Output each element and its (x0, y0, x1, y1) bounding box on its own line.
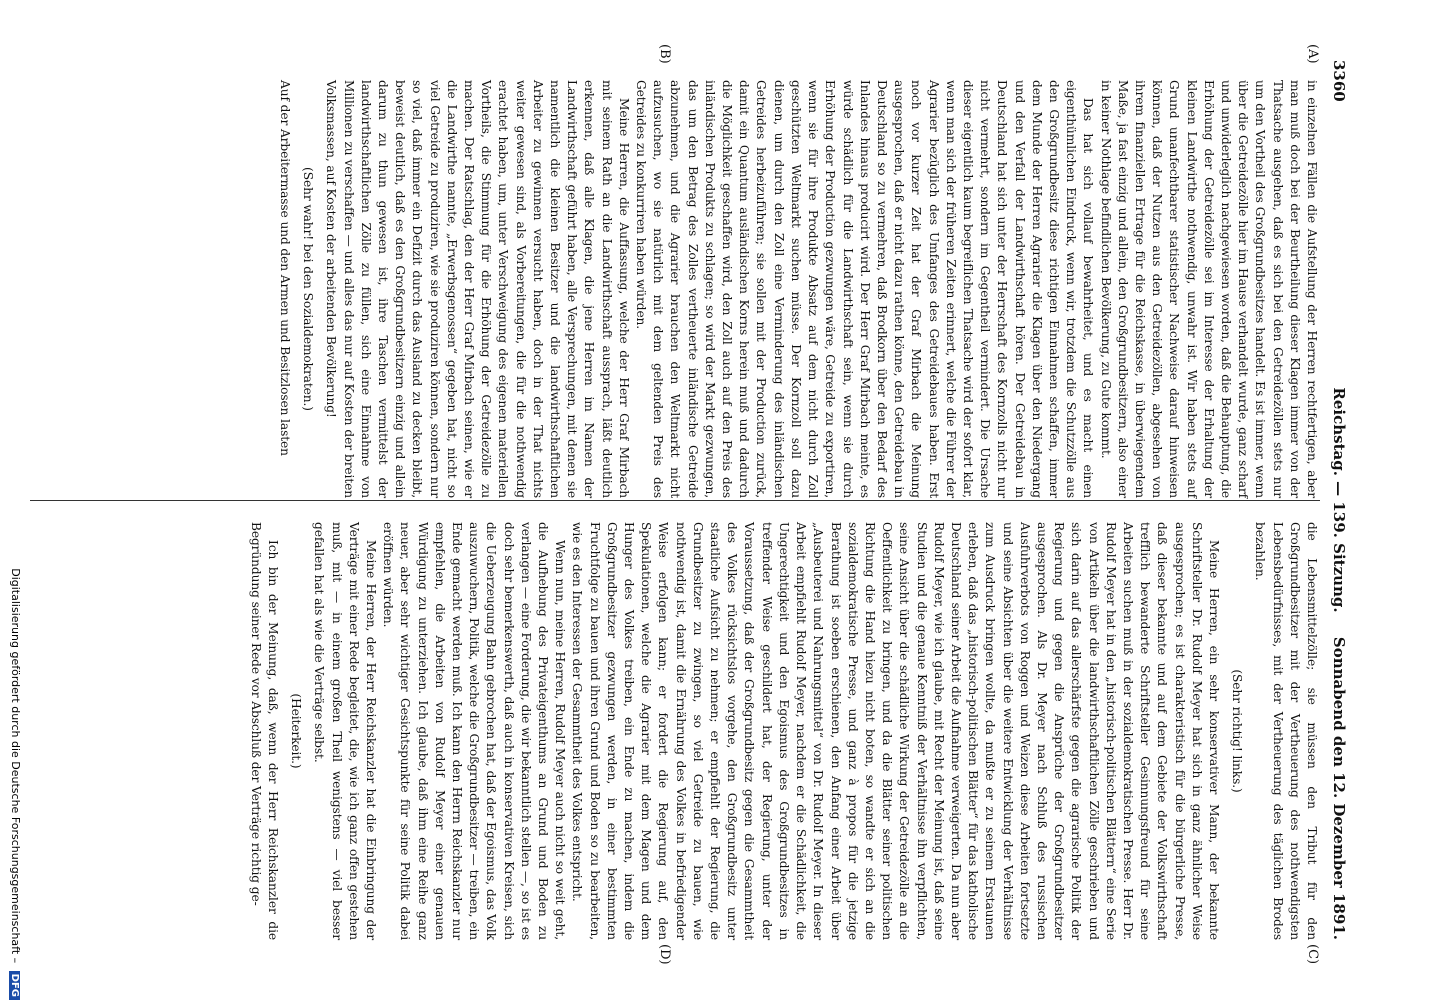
paragraph: Meine Herren, der Herr Reichskanzler hat die Einbringung der Verträge mit einer Rede begleitet, die, wie ich ganz offen gestehen muß, mit — in einem großen Theil wenigstens — viel besser gefallen hat als wie die Verträge selbst. (312, 522, 379, 940)
page-number: 3360 (1330, 60, 1348, 102)
session-title: Reichstag. — 139. Sitzung. (1330, 387, 1348, 613)
paragraph: Meine Herren, ein sehr konservativer Mann, der bekannte Schriftsteller Dr. Rudolf Meyer hat sich in ganz ähnlicher Weise ausgesprochen; es ist charakteristisch für die bürgerliche Presse, daß dieser bekannte und auf dem Gebiete der Volkswirthschaft trefflich bewanderte Schriftsteller Gesinnungsfreund für seine Arbeiten suchen muß in der sozialdemokratischen Presse. Herr Dr. Rudolf Meyer hat in den „historisch-politischen Blättern“ eine Serie von Artikeln über die landwirthschaftlichen Zölle geschrieben und sich darin auf das allerschärfste gegen die agrarische Politik der Regierung und gegen die Ansprüche der Großgrundbesitzer ausgesprochen. Als Dr. Meyer nach Schluß des russischen Ausfuhrverbots von Roggen und Weizen diese Arbeiten fortsetzte und seine Absichten über die weitere Entwicklung der Verhältnisse zum Ausdruck bringen wollte, da mußte er zu seinem Erstaunen erleben, daß das „historisch-politischen Blätter“ für das katholische Deutschland seiner Arbeit die Aufnahme verweigerten. Da nun aber Rudolf Meyer, wie ich glaube, mit Recht der Meinung ist, daß seine Studien und die genaue Kenntniß der Verhältnisse ihn verpflichten, seine Ansicht über die schädliche Wirkung der Getreidezölle an die Oeffentlichkeit zu bringen, und da die Blätter seiner politischen Richtung die Hand hiezu nicht boten, so wandte er sich an die sozialdemokratische Presse, und ganz à propos für die jetzige Berathung ist soeben erschienen, den Anfang einer Arbeit über „Ausbeuterei und Nahrungsmittel“ von Dr. Rudolf Meyer. In dieser Arbeit empfiehlt Rudolf Meyer, nachdem er die Schädlichkeit, die Ungerechtigkeit und den Egoismus des Großgrundbesitzes in treffender Weise geschildert hat, der Regierung, unter der Voraussetzung, daß der Großgrundbesitz gegen die Gesammtheit des Volkes rücksichtslos vorgehe, den Großgrundbesitz unter staatliche Aufsicht zu nehmen; er empfiehlt der Regierung, die Grundbesitzer zu zwingen, so viel Getreide zu bauen, wie nothwendig ist, damit die Ernährung des Volkes in befriedigender Weise erfolgen kann; er fordert die Regierung auf, den Spekulationen, welche die Agrarier mit dem Magen und dem Hunger des Volkes treiben, ein Ende zu machen, indem die Großgrundbesitzer gezwungen werden, in einer bestimmten Fruchtfolge zu bauen und ihren Grund und Boden so zu bearbeiten, wie es den Interessen der Gesammtheit des Volkes entspricht. (570, 522, 1221, 940)
margin-mark-b: (B) (657, 44, 672, 64)
paragraph: Das hat sich vollauf bewahrheitet, und es macht einen eigenthümlichen Eindruck, wenn wir, trotzdem die Schutzzölle aus den Großgrundbesitz diese richtigen Einnahmen schaffen, immer dem Munde der Herren Agrarier die Klagen über den Niedergang und den Verfall der Landwirthschaft hören. Der Getreidebau in Deutschland hat sich unter der Herrschaft des Kornzolls nicht nur nicht vermehrt, sondern im Gegentheil vermindert. Die Ursache dieser eigentlich kaum begreiflichen Thatsache wird der sofort klar, wenn man sich der früheren Zeiten erinnert, welche die Führer der Agrarier bezüglich des Umfanges des Getreidebaues haben. Erst noch vor kurzer Zeit hat der Graf Mirbach die Meinung ausgesprochen, daß er nicht dazu rathen könne, den Getreidebau in Deutschland so zu vermehren, daß Brodkorn über den Bedarf des Inlandes hinaus producirt wird. Der Herr Graf Mirbach meinte, es würde schädlich für die Landwirthschaft sein, wenn sie durch Erhöhung der Production gezwungen wäre, Getreide zu exportiren, wenn sie für ihre Produkte Absatz auf dem nicht durch Zoll geschützten Weltmarkt suchen müsse. Der Kornzoll soll dazu dienen, um durch den Zoll eine Verminderung des inländischen Getreides herbeizuführen; sie sollen mit der Production zurück, damit ein Quantum ausländischen Korns herein muß und dadurch die Möglichkeit geschaffen wird, den Zoll auch auf den Preis des inländischen Produkts zu schlagen; so wird der Markt gezwungen, das um den Betrag des Zolles vertheuerte inländische Getreide abzunehmen, und die Agrarier brauchen den Weltmarkt nicht aufzusuchen, wo sie natürlich mit dem geltenden Preis des Getreides zu konkurriren haben würden. (634, 80, 1096, 498)
reaction-note: (Sehr wahr! bei den Sozialdemokraten.) (301, 167, 316, 411)
paragraph: Ich bin der Meinung, daß, wenn der Herr Reichskanzler die Begründung seiner Rede vor Abschluß der Verträge richtig ge- (248, 522, 281, 940)
margin-mark-c: (C) (1305, 944, 1320, 965)
digitization-footer (9, 200, 22, 1000)
footer-text: Digitalisierung gefördert durch die Deutsche Forschungsgemeinschaft – (9, 568, 22, 964)
column-divider (30, 500, 1320, 501)
margin-mark-a: (A) (1305, 44, 1320, 64)
page-header (1322, 60, 1348, 940)
margin-mark-d: (D) (657, 944, 672, 965)
column-right (247, 522, 1320, 940)
paragraph: Wenn nun, meine Herren, Rudolf Meyer auch nicht so weit geht, die Aufhebung des Privateigenthums an Grund und Boden zu verlangen — eine Forderung, die wir bekanntlich stellen —, so ist es doch sehr bemerkenswerth, daß auch in konservativen Kreisen, sich die Ueberzeugung Bahn gebrochen hat, daß der Egoismus, das Volk auszuwuchern, Politik, welche die Großgrundbesitzer — treiben, ein Ende gemacht werden muß. Ich kann den Herrn Reichskanzler nur empfehlen, die Arbeiten von Rudolf Meyer einer genauen Würdigung zu unterziehen. Ich glaube, daß ihm eine Reihe ganz neuer, aber sehr wichtiger Gesichtspunkte für seine Politik dabei eröffnen würden. (381, 522, 568, 940)
paragraph: Meine Herren, die Auffassung, welche der Herr Graf Mirbach mit seinem Rath an die Landwirthschaft aussprach, läßt deutlich erkennen, daß alle Klagen, die jene Herren im Namen der Landwirthschaft geführt haben, alle Versprechungen, mit denen sie namentlich die kleinen Besitzer und die landwirthschaftlichen Arbeiter zu gewinnen versucht haben, doch in der That nichts weiter gewesen sind, als Vorbereitungen, die für die nothwendig erachtet haben, um, unter Verschweigung des eigenen materiellen Vortheils, die Stimmung für die Erhöhung der Getreidezölle zu machen. Der Ratschlag, den der Herr Graf Mirbach seinen, wie er die Landwirthe nannte, „Erwerbsgenossen“ gegeben hat, nicht so viel Getreide zu produziren, wie sie produziren können, sondern nur so viel, daß immer ein Defizit durch das Ausland zu decken bleibt, beweist deutlich, daß es den Großgrundbesitzern einzig und allein darum zu thun gewesen ist, ihre Taschen vermittelst der landwirthschaftlichen Zölle zu füllen, sich eine Einnahme von Millionen zu verschaffen — und alles das nur auf Kosten der breiten Volksmassen, auf Kosten der arbeitenden Bevölkerung! (324, 80, 631, 498)
paragraph: Auf der Arbeitermasse und den Armen und Besitzlosen lasten (278, 80, 293, 456)
dfg-logo: DFG (9, 971, 20, 1000)
paragraph: die Lebensmittelzölle; sie müssen den Tribut für den Großgrundbesitzer mit der Vertheuerung des nothwendigsten Lebensbedürfnisses, mit der Vertheuerung des täglichen Brodes bezahlen. (1253, 522, 1319, 940)
paragraph: in einzelnen Fällen die Aufstellung der Herren rechtfertigen, aber man muß doch bei der Beurtheilung dieser Klagen immer von der Thatsache ausgehen, daß es sich bei den Getreidezöllen stets nur um den Vortheil des Großgrundbesitzes handelt. Es ist immer, wenn über die Getreidezölle hier im Hause verhandelt wurde, ganz scharf und unwiderleglich nachgewiesen worden, daß die Behauptung, die Erhöhung der Getreidezölle sei im Interesse der Erhaltung der kleinen Landwirthe nothwendig, unwahr ist. Wir haben stets auf Grund unanfechtbarer statistischer Nachweise darauf hinweisen können, daß der Nutzen aus den Getreidezöllen, abgesehen von ihrem finanziellen Ertrage für die Reichskasse, in überwiegendem Maße, ja fast einzig und allein, den Großgrundbesitzern, also einer in keiner Nothlage befindlichen Bevölkerung, zu Gute kommt. (1098, 80, 1319, 498)
reaction-note: (Heiterkeit.) (289, 693, 304, 769)
session-date: Sonnabend den 12. Dezember 1891. (1330, 636, 1348, 940)
column-left (276, 80, 1320, 498)
reaction-note: (Sehr richtig! links.) (1230, 669, 1245, 793)
